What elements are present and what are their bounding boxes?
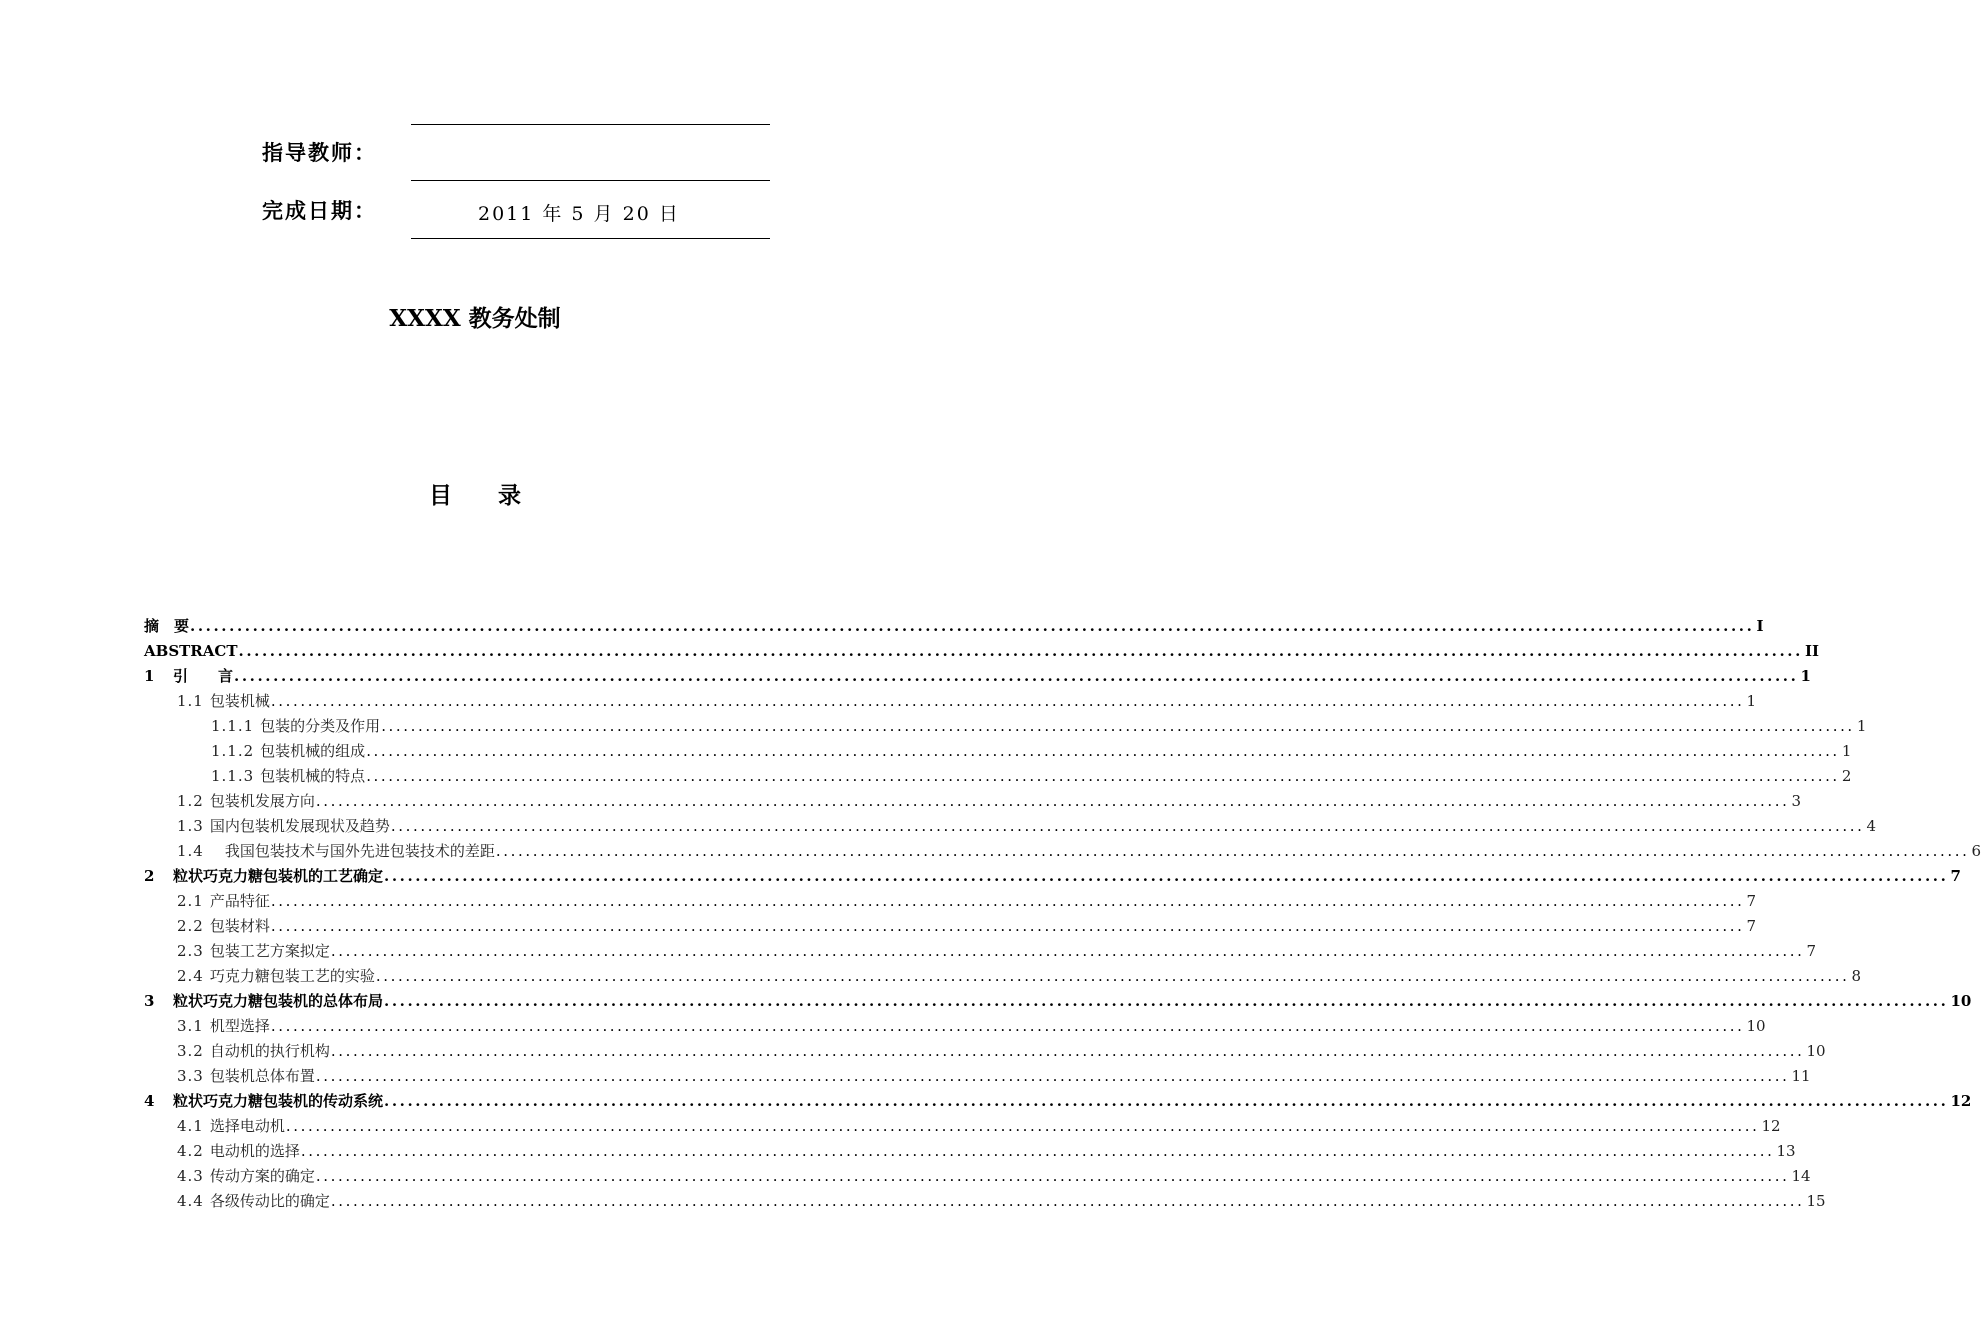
- toc-entry[interactable]: [144, 889, 1757, 914]
- toc-leader-dots: ........................................................................................................................................................................................................: [381, 717, 1855, 735]
- toc-entry-page: 14: [1791, 1167, 1811, 1185]
- toc-entry-text: 巧克力糖包装工艺的实验: [209, 967, 375, 985]
- toc-entry[interactable]: [144, 964, 1862, 989]
- toc-entry-page: 13: [1776, 1142, 1796, 1160]
- toc-entry-title: [177, 914, 270, 939]
- toc-entry[interactable]: [144, 1089, 1972, 1114]
- toc-entry-title: [177, 1164, 315, 1189]
- toc-entry-text: 摘 要: [144, 617, 190, 635]
- toc-entry-title: [177, 689, 270, 714]
- toc-entry-text: 包装机械: [209, 692, 270, 710]
- toc-entry-number: 1.1.3: [211, 767, 255, 785]
- toc-list: [144, 614, 1981, 1214]
- toc-entry-number: 3.2: [177, 1042, 204, 1060]
- toc-entry-text: 粒状巧克力糖包装机的总体布局: [173, 992, 384, 1010]
- toc-entry[interactable]: [144, 839, 1981, 864]
- toc-entry-title: [211, 764, 365, 789]
- toc-entry-number: 3: [144, 992, 155, 1010]
- toc-entry-page: II: [1804, 642, 1819, 660]
- toc-entry[interactable]: [144, 1189, 1826, 1214]
- toc-entry-number: 3.3: [177, 1067, 204, 1085]
- toc-leader-dots: ........................................................................................................................................................................................................: [300, 1142, 1775, 1160]
- toc-entry-text: 产品特征: [209, 892, 270, 910]
- toc-leader-dots: ........................................................................................................................................................................................................: [285, 1117, 1760, 1135]
- toc-entry[interactable]: [144, 1114, 1781, 1139]
- toc-entry[interactable]: [144, 939, 1817, 964]
- toc-entry-page: 10: [1806, 1042, 1826, 1060]
- toc-leader-dots: ........................................................................................................................................................................................................: [270, 1017, 1745, 1035]
- toc-entry-number: 1.1: [177, 692, 204, 710]
- toc-entry-text: 国内包装机发展现状及趋势: [209, 817, 390, 835]
- toc-entry-text: ABSTRACT: [144, 642, 238, 660]
- toc-entry-title: [144, 989, 383, 1014]
- toc-entry-page: 15: [1806, 1192, 1826, 1210]
- toc-entry-title: [177, 814, 390, 839]
- toc-entry[interactable]: [144, 714, 1867, 739]
- toc-entry-page: 1: [1856, 717, 1867, 735]
- toc-entry[interactable]: [144, 1014, 1766, 1039]
- toc-entry-title: [177, 1064, 315, 1089]
- toc-entry-text: 包装机发展方向: [209, 792, 315, 810]
- toc-entry-text: 包装机总体布置: [209, 1067, 315, 1085]
- toc-entry-title: [177, 1014, 270, 1039]
- toc-leader-dots: ........................................................................................................................................................................................................: [315, 1167, 1790, 1185]
- toc-entry-page: 10: [1950, 992, 1972, 1010]
- date-label: 完成日期：: [262, 199, 377, 223]
- toc-entry-number: 1.1.1: [211, 717, 255, 735]
- toc-entry-title: [144, 664, 233, 689]
- toc-entry-title: [177, 839, 495, 864]
- toc-entry[interactable]: [144, 864, 1961, 889]
- toc-entry[interactable]: [144, 1064, 1811, 1089]
- toc-entry-page: 2: [1841, 767, 1852, 785]
- toc-entry-number: 2.1: [177, 892, 204, 910]
- date-value: 2011 年 5 月 20 日: [478, 203, 680, 225]
- toc-entry-text: 包装工艺方案拟定: [209, 942, 330, 960]
- toc-entry-title: [177, 1039, 330, 1064]
- toc-leader-dots: ........................................................................................................................................................................................................: [190, 617, 1755, 635]
- toc-entry-page: 6: [1971, 842, 1981, 860]
- toc-entry-page: 3: [1791, 792, 1802, 810]
- toc-entry-number: 1.2: [177, 792, 204, 810]
- toc-leader-dots: ........................................................................................................................................................................................................: [315, 792, 1790, 810]
- toc-entry-number: 2.4: [177, 967, 204, 985]
- toc-entry-text: 引 言: [173, 667, 234, 685]
- toc-leader-dots: ........................................................................................................................................................................................................: [270, 692, 1745, 710]
- toc-entry[interactable]: [144, 764, 1852, 789]
- toc-entry-text: 电动机的选择: [209, 1142, 300, 1160]
- toc-entry[interactable]: [144, 1139, 1796, 1164]
- toc-leader-dots: ........................................................................................................................................................................................................: [238, 642, 1803, 660]
- toc-leader-dots: ........................................................................................................................................................................................................: [495, 842, 1970, 860]
- toc-leader-dots: ........................................................................................................................................................................................................: [330, 1192, 1805, 1210]
- toc-entry-number: 3.1: [177, 1017, 204, 1035]
- advisor-underline: [411, 180, 770, 181]
- toc-entry[interactable]: [144, 989, 1972, 1014]
- toc-leader-dots: ........................................................................................................................................................................................................: [315, 1067, 1790, 1085]
- toc-entry[interactable]: [144, 639, 1819, 664]
- toc-entry-number: 1: [144, 667, 155, 685]
- toc-entry-number: 4: [144, 1092, 155, 1110]
- toc-leader-dots: ........................................................................................................................................................................................................: [390, 817, 1865, 835]
- toc-entry-number: 2.2: [177, 917, 204, 935]
- toc-entry-number: 1.4: [177, 842, 204, 860]
- toc-leader-dots: ........................................................................................................................................................................................................: [234, 667, 1799, 685]
- toc-entry[interactable]: [144, 789, 1802, 814]
- toc-leader-dots: ........................................................................................................................................................................................................: [366, 742, 1840, 760]
- toc-leader-dots: ........................................................................................................................................................................................................: [330, 942, 1805, 960]
- toc-entry-page: 11: [1791, 1067, 1811, 1085]
- toc-entry-text: 粒状巧克力糖包装机的传动系统: [173, 1092, 384, 1110]
- toc-entry[interactable]: [144, 914, 1757, 939]
- toc-entry-text: 机型选择: [209, 1017, 270, 1035]
- toc-leader-dots: ........................................................................................................................................................................................................: [384, 1092, 1949, 1110]
- toc-leader-dots: ........................................................................................................................................................................................................: [384, 992, 1949, 1010]
- toc-entry[interactable]: [144, 664, 1811, 689]
- toc-entry-title: [177, 939, 330, 964]
- toc-entry-page: 1: [1800, 667, 1811, 685]
- toc-entry[interactable]: [144, 689, 1757, 714]
- toc-entry-page: 7: [1950, 867, 1961, 885]
- toc-entry-page: 7: [1746, 917, 1757, 935]
- toc-entry-number: 1.1.2: [211, 742, 255, 760]
- toc-title: [0, 477, 950, 510]
- toc-entry-text: 包装机械的特点: [260, 767, 366, 785]
- date-underline: [411, 238, 770, 239]
- toc-entry-page: 1: [1746, 692, 1757, 710]
- toc-entry-text: 包装材料: [209, 917, 270, 935]
- toc-title-char: 录: [498, 483, 521, 509]
- toc-entry-page: 7: [1806, 942, 1817, 960]
- toc-leader-dots: ........................................................................................................................................................................................................: [384, 867, 1949, 885]
- toc-entry-text: 各级传动比的确定: [209, 1192, 330, 1210]
- toc-entry[interactable]: [144, 739, 1852, 764]
- toc-entry-title: [144, 864, 383, 889]
- toc-entry-number: 4.1: [177, 1117, 204, 1135]
- toc-entry-number: 4.3: [177, 1167, 204, 1185]
- office-caption: XXXX 教务处制: [389, 305, 561, 332]
- toc-entry-number: 2.3: [177, 942, 204, 960]
- toc-entry-text: 自动机的执行机构: [209, 1042, 330, 1060]
- advisor-label: 指导教师：: [262, 141, 377, 165]
- toc-entry[interactable]: [144, 814, 1877, 839]
- toc-entry-title: [177, 889, 270, 914]
- toc-entry-title: [211, 739, 365, 764]
- toc-entry-page: 1: [1841, 742, 1852, 760]
- toc-entry-number: 4.2: [177, 1142, 204, 1160]
- toc-entry-title: [144, 614, 189, 639]
- toc-entry-text: 粒状巧克力糖包装机的工艺确定: [173, 867, 384, 885]
- toc-entry-text: 包装的分类及作用: [260, 717, 381, 735]
- toc-entry-page: 10: [1746, 1017, 1766, 1035]
- toc-entry-title: [144, 1089, 383, 1114]
- toc-leader-dots: ........................................................................................................................................................................................................: [366, 767, 1840, 785]
- toc-entry-page: 7: [1746, 892, 1757, 910]
- toc-entry-title: [177, 1139, 300, 1164]
- toc-entry[interactable]: [144, 614, 1764, 639]
- toc-entry-number: 2: [144, 867, 155, 885]
- toc-entry-title: [144, 639, 238, 664]
- toc-entry-number: 4.4: [177, 1192, 204, 1210]
- toc-entry-text: 我国包装技术与国外先进包装技术的差距: [209, 842, 495, 860]
- toc-entry-title: [177, 789, 315, 814]
- toc-entry-text: 包装机械的组成: [260, 742, 366, 760]
- toc-leader-dots: ........................................................................................................................................................................................................: [330, 1042, 1805, 1060]
- toc-leader-dots: ........................................................................................................................................................................................................: [270, 917, 1745, 935]
- toc-entry-title: [177, 964, 375, 989]
- toc-title-char: 目: [429, 483, 452, 509]
- toc-entry-title: [177, 1114, 285, 1139]
- toc-entry-title: [177, 1189, 330, 1214]
- toc-entry-text: 传动方案的确定: [209, 1167, 315, 1185]
- toc-leader-dots: ........................................................................................................................................................................................................: [270, 892, 1745, 910]
- toc-entry-page: I: [1756, 617, 1764, 635]
- toc-leader-dots: ........................................................................................................................................................................................................: [375, 967, 1850, 985]
- toc-entry-text: 选择电动机: [209, 1117, 285, 1135]
- toc-entry-number: 1.3: [177, 817, 204, 835]
- toc-entry[interactable]: [144, 1039, 1826, 1064]
- toc-entry-title: [211, 714, 380, 739]
- toc-entry-page: 12: [1950, 1092, 1972, 1110]
- toc-entry[interactable]: [144, 1164, 1811, 1189]
- advisor-top-rule: [411, 124, 770, 125]
- toc-entry-page: 12: [1761, 1117, 1781, 1135]
- toc-entry-page: 4: [1866, 817, 1877, 835]
- toc-entry-page: 8: [1851, 967, 1862, 985]
